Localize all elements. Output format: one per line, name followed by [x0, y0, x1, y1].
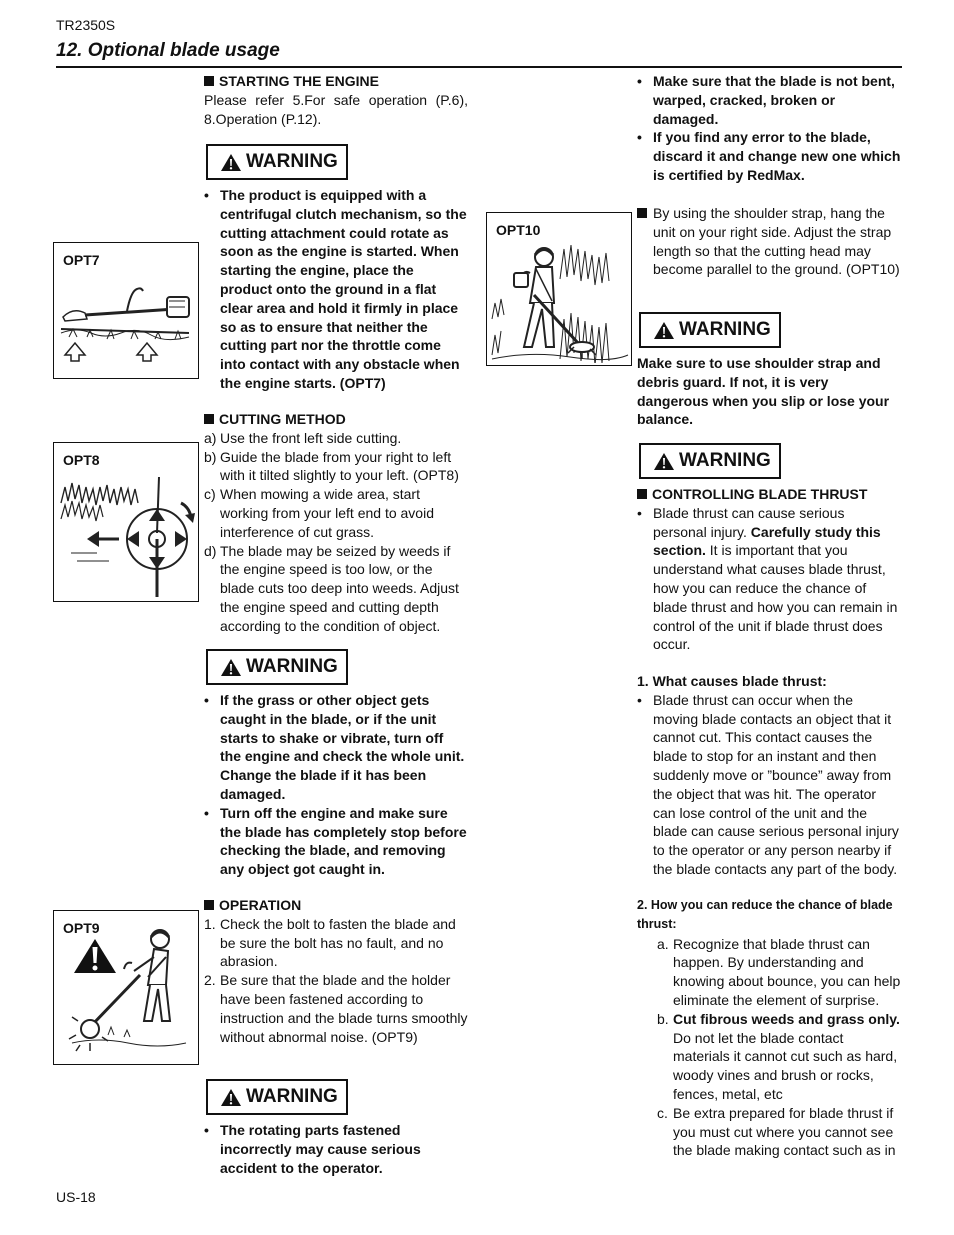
heading-operation: OPERATION: [204, 896, 468, 915]
warning-item: • Make sure that the blade is not bent, warped, cracked, broken or damaged.: [637, 72, 901, 128]
list-item: 2. Be sure that the blade and the holder have been fastened according to instruction and the blade turns smoothly without abnormal noise. (OPT9): [204, 972, 468, 1045]
header-rule: [56, 66, 902, 68]
shoulder-strap-instruction: By using the shoulder strap, hang the unit on your right side. Adjust the strap length so that the cutting head may become parallel to the ground. (OPT10): [637, 204, 901, 279]
section-starting-engine: [204, 72, 468, 128]
figure-caption: OPT10: [496, 222, 541, 238]
warning-triangle-icon: [220, 153, 242, 172]
what-causes-list: [637, 691, 901, 879]
section-what-causes: [637, 672, 901, 879]
warning-list-operation: [204, 1121, 468, 1177]
cutting-method-list: [204, 429, 468, 636]
reduce-chance-list: [657, 935, 901, 1161]
square-bullet-icon: [204, 414, 214, 424]
warning-box: WARNING: [206, 649, 348, 685]
list-item: b. Cut fibrous weeds and grass only. Do not let the blade contact materials it cannot cut such as hard, woody vines and brush or rocks, fences, metal, etc: [657, 1010, 900, 1102]
heading-reduce-chance: 2. How you can reduce the chance of blade thrust:: [637, 898, 893, 931]
operator-with-trimmer-illustration: [68, 925, 188, 1055]
warning-box: WARNING: [639, 443, 781, 479]
warning-list-cutting: [204, 691, 468, 879]
square-bullet-icon: [637, 208, 647, 218]
warning-item: • If the grass or other object gets caught in the blade, or if the unit starts to shake or vibrate, turn off the engine and check the whole unit. Change the blade if it has been damaged.: [204, 691, 468, 804]
heading-what-causes: 1. What causes blade thrust:: [637, 673, 827, 689]
heading-blade-thrust: CONTROLLING BLADE THRUST: [637, 485, 901, 504]
warning-triangle-icon: [653, 321, 675, 340]
list-item: b) Guide the blade from your right to left with it tilted slightly to your left. (OPT8): [204, 448, 459, 484]
section-operation: [204, 896, 468, 1046]
blade-cutting-grass-illustration: [57, 473, 197, 603]
operation-list: [204, 915, 468, 1047]
section-cutting-method: [204, 410, 468, 636]
strap-warning-text: Make sure to use shoulder strap and debris guard. If not, it is very dangerous when you slip or lose your balance.: [637, 355, 890, 428]
warning-box: WARNING: [639, 312, 781, 348]
warning-box: WARNING: [206, 1079, 348, 1115]
operator-with-shoulder-strap-illustration: [490, 239, 630, 363]
section-title: 12. Optional blade usage: [56, 40, 280, 61]
list-item: • Blade thrust can occur when the moving blade contacts an object that it cannot cut. This contact causes the blade to stop for an instant and then suddenly move or ”bounce” away from the object that was hit. The operator can lose control of the unit and the blade can cause serious personal injury to the operator or any person nearby if the blade contacts any part of the body.: [637, 691, 901, 879]
list-item: c) When mowing a wide area, start working from your left end to avoid interference of cut grass.: [204, 486, 434, 540]
figure-opt8: [53, 442, 199, 602]
warning-box: WARNING: [206, 144, 348, 180]
warning-triangle-icon: [653, 452, 675, 471]
section-reduce-chance: [637, 896, 901, 1160]
figure-opt10: [486, 212, 632, 366]
warning-item: • Turn off the engine and make sure the blade has completely stop before checking the blade, and removing any object got caught in.: [204, 804, 468, 879]
trimmer-on-ground-illustration: [57, 277, 197, 377]
blade-check-list: [637, 72, 901, 185]
page-number: US-18: [56, 1189, 96, 1205]
warning-triangle-icon: [220, 658, 242, 677]
heading-starting-engine: STARTING THE ENGINE: [204, 72, 468, 91]
warning-triangle-icon: [220, 1088, 242, 1107]
warning-item: • The product is equipped with a centrifugal clutch mechanism, so the cutting attachment could rotate as soon as the engine is started. When starting the engine, place the product onto the ground in a flat clear area and hold it firmly in place so as to ensure that neither the cutting part nor the throttle come into contact with any obstacle when the engine starts. (OPT7): [204, 186, 468, 393]
list-item: d) The blade may be seized by weeds if the engine speed is too low, or the blade cuts too deep into weeds. Adjust the engine speed and cutting depth according to the condition of object.: [204, 542, 459, 634]
figure-caption: OPT8: [63, 452, 100, 468]
section-blade-thrust: [637, 485, 901, 654]
square-bullet-icon: [204, 900, 214, 910]
figure-caption: OPT7: [63, 252, 100, 268]
warning-item: • The rotating parts fastened incorrectly may cause serious accident to the operator.: [204, 1121, 468, 1177]
figure-opt7: [53, 242, 199, 379]
heading-cutting-method: CUTTING METHOD: [204, 410, 468, 429]
blade-thrust-intro: [637, 504, 901, 654]
warning-list-starting: [204, 186, 468, 393]
list-item: • Blade thrust can cause serious personal injury. Carefully study this section. It is important that you understand what causes blade thrust, how you can reduce the chance of blade thrust and how you can remain in control of the unit if blade thrust does occur.: [637, 504, 901, 654]
list-item: a) Use the front left side cutting.: [204, 429, 402, 446]
list-item: c. Be extra prepared for blade thrust if you must cut where you cannot see the blade making contact such as in: [657, 1104, 896, 1159]
square-bullet-icon: [204, 76, 214, 86]
figure-caption: OPT9: [63, 920, 100, 936]
starting-engine-text: Please refer 5.For safe operation (P.6), 8.Operation (P.12).: [204, 91, 468, 127]
list-item: 1. Check the bolt to fasten the blade and be sure the bolt has no fault, and no abrasion.: [204, 915, 456, 970]
model-number: TR2350S: [56, 17, 116, 33]
warning-item: • If you find any error to the blade, discard it and change new one which is certified by RedMax.: [637, 128, 901, 184]
square-bullet-icon: [637, 489, 647, 499]
list-item: a. Recognize that blade thrust can happen. By understanding and knowing about bounce, you can help eliminate the element of surprise.: [657, 935, 901, 1008]
figure-opt9: [53, 910, 199, 1065]
